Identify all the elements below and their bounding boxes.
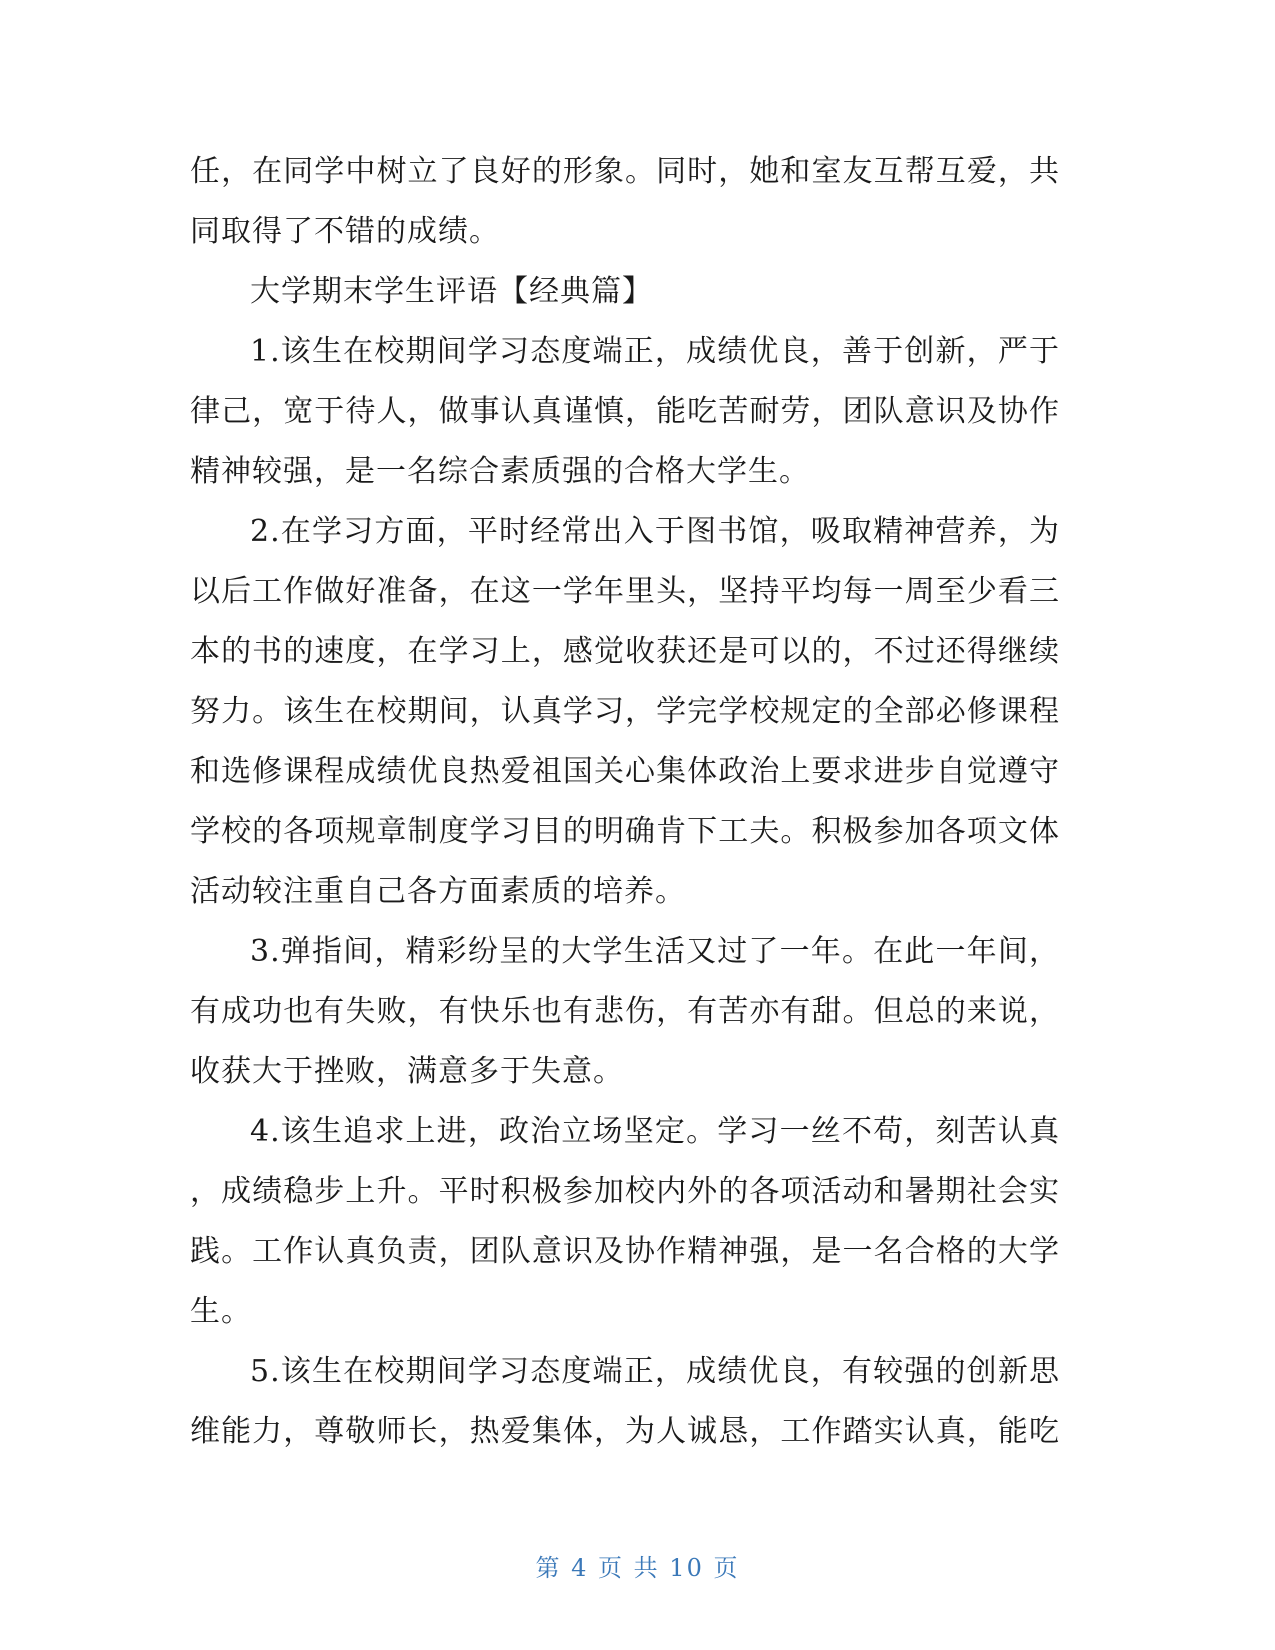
- text-line: 律己，宽于待人，做事认真谨慎，能吃苦耐劳，团队意识及协作: [190, 394, 1060, 429]
- page-number-footer: 第 4 页 共 10 页: [535, 1554, 740, 1582]
- document-body: [190, 142, 1060, 1462]
- text-line: 本的书的速度，在学习上，感觉收获还是可以的，不过还得继续: [190, 634, 1060, 669]
- text-line: 大学期末学生评语【经典篇】: [250, 274, 653, 309]
- text-line: 维能力，尊敬师长，热爱集体，为人诚恳，工作踏实认真，能吃: [190, 1414, 1060, 1449]
- text-line: 2.在学习方面，平时经常出入于图书馆，吸取精神营养，为: [250, 514, 1060, 549]
- text-line: 任，在同学中树立了良好的形象。同时，她和室友互帮互爱，共: [190, 154, 1060, 189]
- text-line: 同取得了不错的成绩。: [190, 214, 500, 249]
- text-line: 3.弹指间，精彩纷呈的大学生活又过了一年。在此一年间，: [250, 934, 1060, 969]
- text-line: 精神较强，是一名综合素质强的合格大学生。: [190, 454, 810, 489]
- text-line: 活动较注重自己各方面素质的培养。: [190, 874, 686, 909]
- text-line: 有成功也有失败，有快乐也有悲伤，有苦亦有甜。但总的来说，: [190, 994, 1060, 1029]
- text-line: 践。工作认真负责，团队意识及协作精神强，是一名合格的大学: [190, 1234, 1060, 1269]
- text-line: 收获大于挫败，满意多于失意。: [190, 1054, 624, 1089]
- text-line: 生。: [190, 1294, 252, 1329]
- text-line: 5.该生在校期间学习态度端正，成绩优良，有较强的创新思: [250, 1354, 1060, 1389]
- text-line: 1.该生在校期间学习态度端正，成绩优良，善于创新，严于: [250, 334, 1060, 369]
- text-line: ，成绩稳步上升。平时积极参加校内外的各项活动和暑期社会实: [190, 1174, 1060, 1209]
- text-line: 以后工作做好准备，在这一学年里头，坚持平均每一周至少看三: [190, 574, 1060, 609]
- text-line: 4.该生追求上进，政治立场坚定。学习一丝不苟，刻苦认真: [250, 1114, 1060, 1149]
- text-line: 学校的各项规章制度学习目的明确肯下工夫。积极参加各项文体: [190, 814, 1060, 849]
- text-line: 努力。该生在校期间，认真学习，学完学校规定的全部必修课程: [190, 694, 1060, 729]
- text-line: 和选修课程成绩优良热爱祖国关心集体政治上要求进步自觉遵守: [190, 754, 1060, 789]
